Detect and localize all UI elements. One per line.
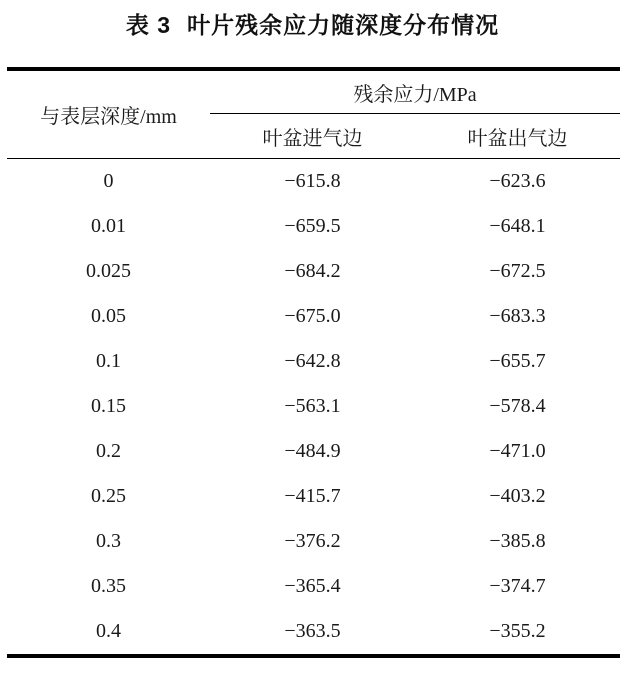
inlet-stress-cell: −363.5 [284, 620, 341, 642]
table-caption-label: 表 3 [125, 12, 172, 38]
depth-cell: 0 [103, 170, 114, 192]
inlet-stress-cell: −675.0 [284, 305, 341, 327]
inlet-stress-cell: −615.8 [284, 170, 341, 192]
inlet-stress-cell: −684.2 [284, 260, 341, 282]
inlet-stress-cell: −659.5 [284, 215, 341, 237]
depth-cell: 0.4 [96, 620, 121, 642]
table-row [7, 339, 620, 384]
stress-group-header: 残余应力/MPa [210, 69, 620, 114]
outlet-edge-header: 叶盆出气边 [415, 114, 620, 159]
depth-cell: 0.15 [91, 395, 126, 417]
depth-cell: 0.1 [96, 350, 121, 372]
outlet-stress-cell: −648.1 [489, 215, 546, 237]
table-row [7, 384, 620, 429]
outlet-stress-cell: −385.8 [489, 530, 546, 552]
outlet-stress-cell: −578.4 [489, 395, 546, 417]
table-row [7, 609, 620, 656]
outlet-stress-cell: −623.6 [489, 170, 546, 192]
inlet-stress-cell: −642.8 [284, 350, 341, 372]
table-row [7, 429, 620, 474]
depth-cell: 0.2 [96, 440, 121, 462]
table-row [7, 564, 620, 609]
header-group-row [7, 69, 620, 114]
inlet-stress-cell: −484.9 [284, 440, 341, 462]
depth-column-header: 与表层深度/mm [7, 69, 210, 159]
inlet-stress-cell: −376.2 [284, 530, 341, 552]
table-row [7, 249, 620, 294]
outlet-stress-cell: −471.0 [489, 440, 546, 462]
depth-cell: 0.01 [91, 215, 126, 237]
table-caption-text: 叶片残余应力随深度分布情况 [187, 12, 500, 38]
outlet-stress-cell: −355.2 [489, 620, 546, 642]
outlet-stress-cell: −683.3 [489, 305, 546, 327]
depth-cell: 0.35 [91, 575, 126, 597]
outlet-stress-cell: −403.2 [489, 485, 546, 507]
depth-cell: 0.05 [91, 305, 126, 327]
inlet-stress-cell: −563.1 [284, 395, 341, 417]
outlet-stress-cell: −374.7 [489, 575, 546, 597]
outlet-stress-cell: −672.5 [489, 260, 546, 282]
table-row [7, 204, 620, 249]
depth-cell: 0.3 [96, 530, 121, 552]
inlet-stress-cell: −415.7 [284, 485, 341, 507]
depth-cell: 0.25 [91, 485, 126, 507]
table-caption [0, 10, 625, 40]
table-row [7, 294, 620, 339]
depth-cell: 0.025 [86, 260, 131, 282]
residual-stress-table [7, 67, 620, 658]
table-row [7, 474, 620, 519]
table-header [7, 69, 620, 159]
inlet-stress-cell: −365.4 [284, 575, 341, 597]
table-row [7, 519, 620, 564]
table-body [7, 159, 620, 657]
outlet-stress-cell: −655.7 [489, 350, 546, 372]
table-row [7, 159, 620, 205]
inlet-edge-header: 叶盆进气边 [210, 114, 415, 159]
